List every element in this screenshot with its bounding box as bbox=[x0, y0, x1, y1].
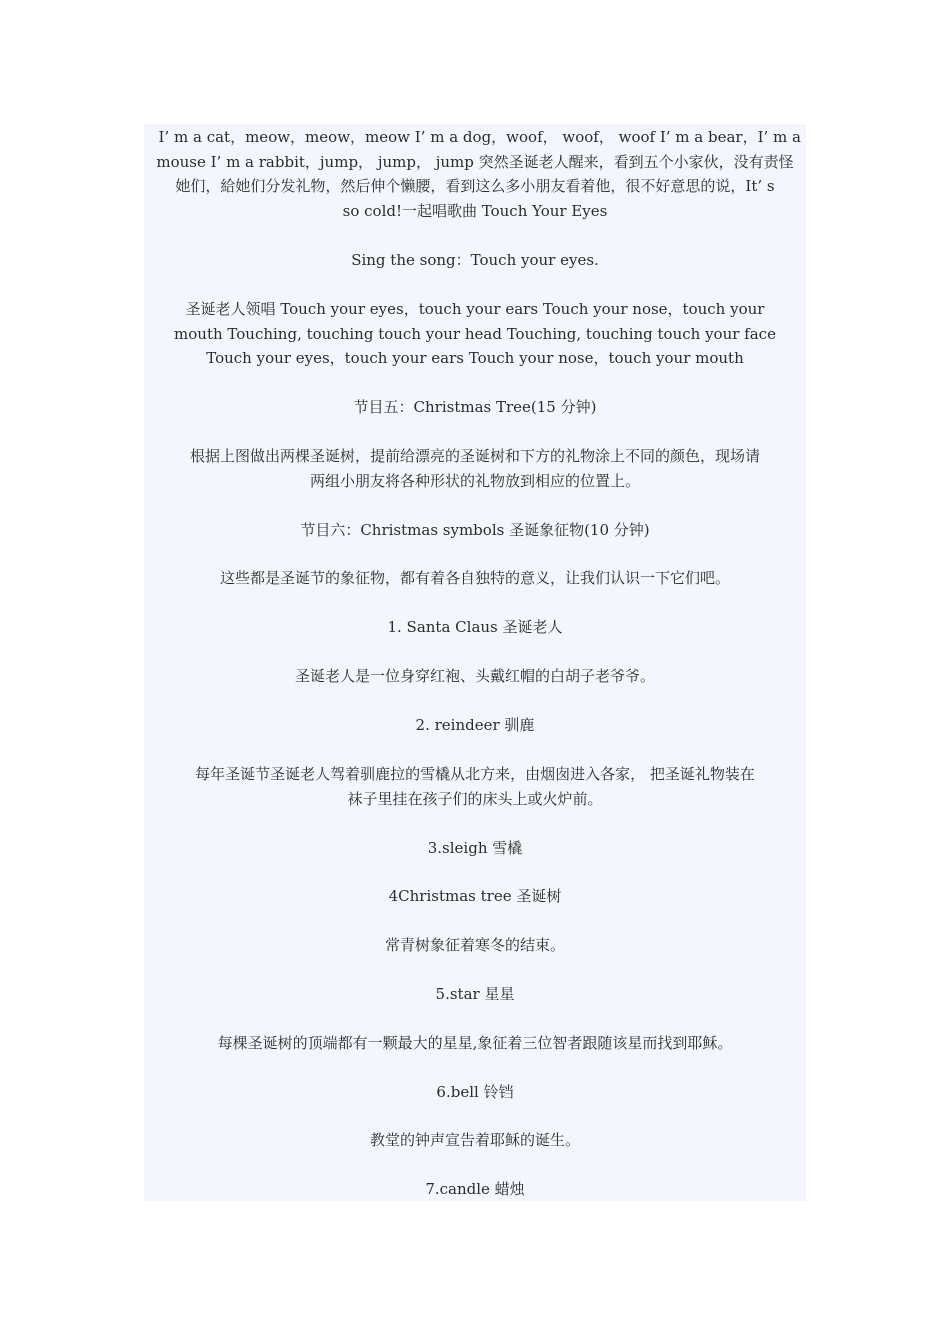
santa-leads-paragraph bbox=[144, 297, 806, 371]
text-line: mouse I’ m a rabbit，jump， jump， jump 突然圣诞老人醒来，看到五个小家伙，没有责怪 bbox=[156, 152, 794, 171]
intro-paragraph bbox=[144, 125, 806, 223]
text-line: 每棵圣诞树的顶端都有一颗最大的星星,象征着三位智者跟随该星而找到耶稣。 bbox=[217, 1034, 733, 1052]
symbol-item-heading bbox=[144, 615, 806, 640]
text-line: 每年圣诞节圣诞老人驾着驯鹿拉的雪橇从北方来，由烟囱进入各家， 把圣诞礼物装在 bbox=[195, 765, 755, 783]
text-line: 圣诞老人领唱 Touch your eyes，touch your ears Touch your nose，touch your bbox=[185, 300, 765, 318]
text-line: 1. Santa Claus 圣诞老人 bbox=[387, 618, 563, 636]
symbol-item-heading bbox=[144, 1177, 806, 1202]
program-five-heading bbox=[144, 395, 806, 420]
text-line: so cold!一起唱歌曲 Touch Your Eyes bbox=[342, 201, 608, 220]
symbols-intro-paragraph bbox=[144, 566, 806, 591]
text-line: 6.bell 铃铛 bbox=[436, 1083, 514, 1101]
symbol-item-description bbox=[144, 933, 806, 958]
text-line: 圣诞老人是一位身穿红袍、头戴红帽的白胡子老爷爷。 bbox=[294, 667, 655, 685]
text-line: mouth Touching, touching touch your head Touching, touching touch your face bbox=[174, 324, 776, 343]
text-line: 根据上图做出两棵圣诞树，提前给漂亮的圣诞树和下方的礼物涂上不同的颜色，现场请 bbox=[189, 447, 760, 465]
text-line: 5.star 星星 bbox=[435, 985, 515, 1003]
text-line: 教堂的钟声宣告着耶稣的诞生。 bbox=[369, 1131, 580, 1149]
program-six-heading bbox=[144, 518, 806, 543]
text-line: 节目五：Christmas Tree(15 分钟) bbox=[353, 398, 597, 416]
symbol-item-description bbox=[144, 1128, 806, 1153]
text-line: 4Christmas tree 圣诞树 bbox=[388, 887, 562, 905]
text-line: 常青树象征着寒冬的结束。 bbox=[384, 936, 565, 954]
symbol-item-heading bbox=[144, 713, 806, 738]
text-line: 这些都是圣诞节的象征物，都有着各自独特的意义，让我们认识一下它们吧。 bbox=[219, 569, 730, 587]
text-line: 袜子里挂在孩子们的床头上或火炉前。 bbox=[347, 789, 603, 808]
symbol-item-description bbox=[144, 1031, 806, 1056]
tree-activity-paragraph bbox=[144, 444, 806, 493]
text-line: 7.candle 蜡烛 bbox=[425, 1180, 525, 1198]
text-line: 她们，給她们分发礼物，然后伸个懒腰，看到这么多小朋友看着他，很不好意思的说，It’ s bbox=[175, 177, 775, 195]
text-line: I’ m a cat，meow，meow，meow I’ m a dog，woof， woof， woof I’ m a bear，I’ m a bbox=[149, 128, 801, 146]
text-line: 节目六：Christmas symbols 圣诞象征物(10 分钟) bbox=[300, 521, 650, 539]
sing-song-heading bbox=[144, 248, 806, 273]
symbol-item-heading bbox=[144, 982, 806, 1007]
symbol-item-heading bbox=[144, 1080, 806, 1105]
text-line: 两组小朋友将各种形状的礼物放到相应的位置上。 bbox=[309, 471, 640, 490]
symbol-item-heading bbox=[144, 884, 806, 909]
symbol-item-description bbox=[144, 762, 806, 811]
symbol-item-heading bbox=[144, 836, 806, 861]
text-line: 3.sleigh 雪橇 bbox=[427, 839, 523, 857]
text-line: Sing the song：Touch your eyes. bbox=[351, 251, 599, 269]
text-line: 2. reindeer 驯鹿 bbox=[415, 716, 535, 734]
symbol-item-description bbox=[144, 664, 806, 689]
text-line: Touch your eyes，touch your ears Touch your nose，touch your mouth bbox=[206, 349, 744, 367]
